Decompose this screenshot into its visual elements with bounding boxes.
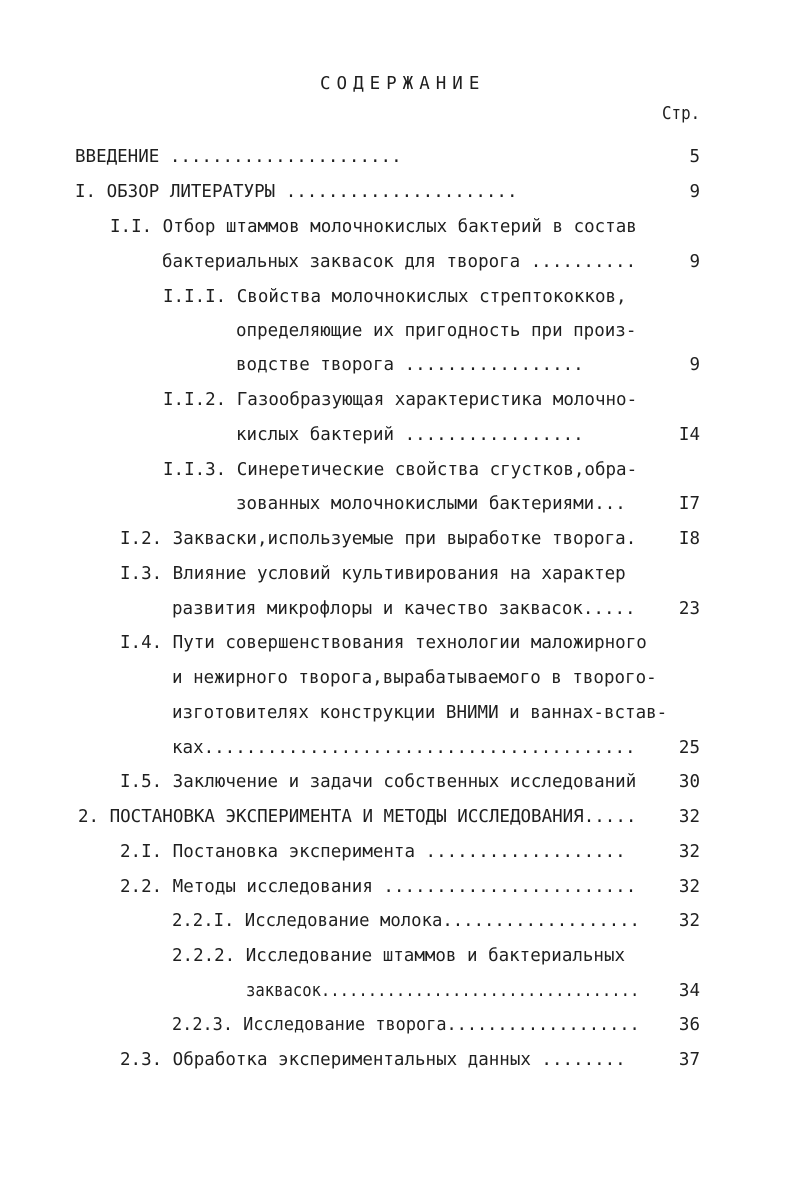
toc-page-number: 9 <box>689 182 700 202</box>
toc-page-number: 9 <box>689 252 700 272</box>
toc-line: I.I.I. Свойства молочнокислых стрептококков, <box>163 287 627 307</box>
toc-line: 2.2.2. Исследование штаммов и бактериальных <box>172 946 626 966</box>
toc-page-number: I4 <box>678 425 700 445</box>
toc-line: и нежирного творога,вырабатываемого в творого- <box>172 668 657 688</box>
toc-line: заквасок.................................. <box>246 981 640 1001</box>
toc-page-number: 32 <box>678 807 700 827</box>
toc-line: 2.2. Методы исследования ........................ <box>120 877 637 897</box>
page-column-header: Стр. <box>662 104 701 124</box>
toc-line: I.I.3. Синеретические свойства сгустков,обра- <box>163 460 638 480</box>
toc-line: изготовителях конструкции ВНИМИ и ваннах-встав- <box>172 703 668 723</box>
toc-line: ВВЕДЕНИЕ ...................... <box>75 147 402 167</box>
toc-line: зованных молочнокислыми бактериями... <box>236 494 626 514</box>
toc-line: I. ОБЗОР ЛИТЕРАТУРЫ ...................... <box>75 182 518 202</box>
toc-line: 2.3. Обработка экспериментальных данных ........ <box>120 1050 626 1070</box>
toc-page-number: 9 <box>689 355 700 375</box>
toc-line: развития микрофлоры и качество заквасок..... <box>172 599 636 619</box>
toc-page-number: 23 <box>678 599 700 619</box>
toc-line: I.4. Пути совершенствования технологии маложирного <box>120 633 647 653</box>
toc-line: водстве творога ................. <box>236 355 584 375</box>
toc-line: I.3. Влияние условий культивирования на характер <box>120 564 626 584</box>
toc-line: кислых бактерий ................. <box>236 425 584 445</box>
toc-line: бактериальных заквасок для творога .......... <box>162 252 637 272</box>
toc-line: I.5. Заключение и задачи собственных исследований <box>120 772 637 792</box>
toc-line: I.I.2. Газообразующая характеристика молочно- <box>163 390 638 410</box>
toc-page-number: 32 <box>678 842 700 862</box>
toc-page-number: 34 <box>678 981 700 1001</box>
toc-line: определяющие их пригодность при произ- <box>236 321 637 341</box>
toc-page-number: 25 <box>678 738 700 758</box>
toc-line: 2. ПОСТАНОВКА ЭКСПЕРИМЕНТА И МЕТОДЫ ИССЛЕДОВАНИЯ..... <box>78 807 637 827</box>
toc-page-number: I7 <box>678 494 700 514</box>
toc-page-number: 30 <box>678 772 700 792</box>
toc-line: I.I. Отбор штаммов молочнокислых бактерий в состав <box>110 217 637 237</box>
toc-page-number: I8 <box>678 529 700 549</box>
toc-page-number: 37 <box>678 1050 700 1070</box>
toc-page-number: 5 <box>689 147 700 167</box>
toc-line: 2.I. Постановка эксперимента ................... <box>120 842 626 862</box>
toc-line: 2.2.I. Исследование молока................... <box>172 911 640 931</box>
page-title: СОДЕРЖАНИЕ <box>320 74 486 94</box>
toc-line: I.2. Закваски,используемые при выработке творога. <box>120 529 637 549</box>
toc-line: 2.2.3. Исследование творога................... <box>172 1015 640 1035</box>
toc-page-number: 32 <box>678 877 700 897</box>
toc-page-number: 36 <box>678 1015 700 1035</box>
toc-line: ках......................................... <box>172 738 636 758</box>
toc-page-number: 32 <box>678 911 700 931</box>
